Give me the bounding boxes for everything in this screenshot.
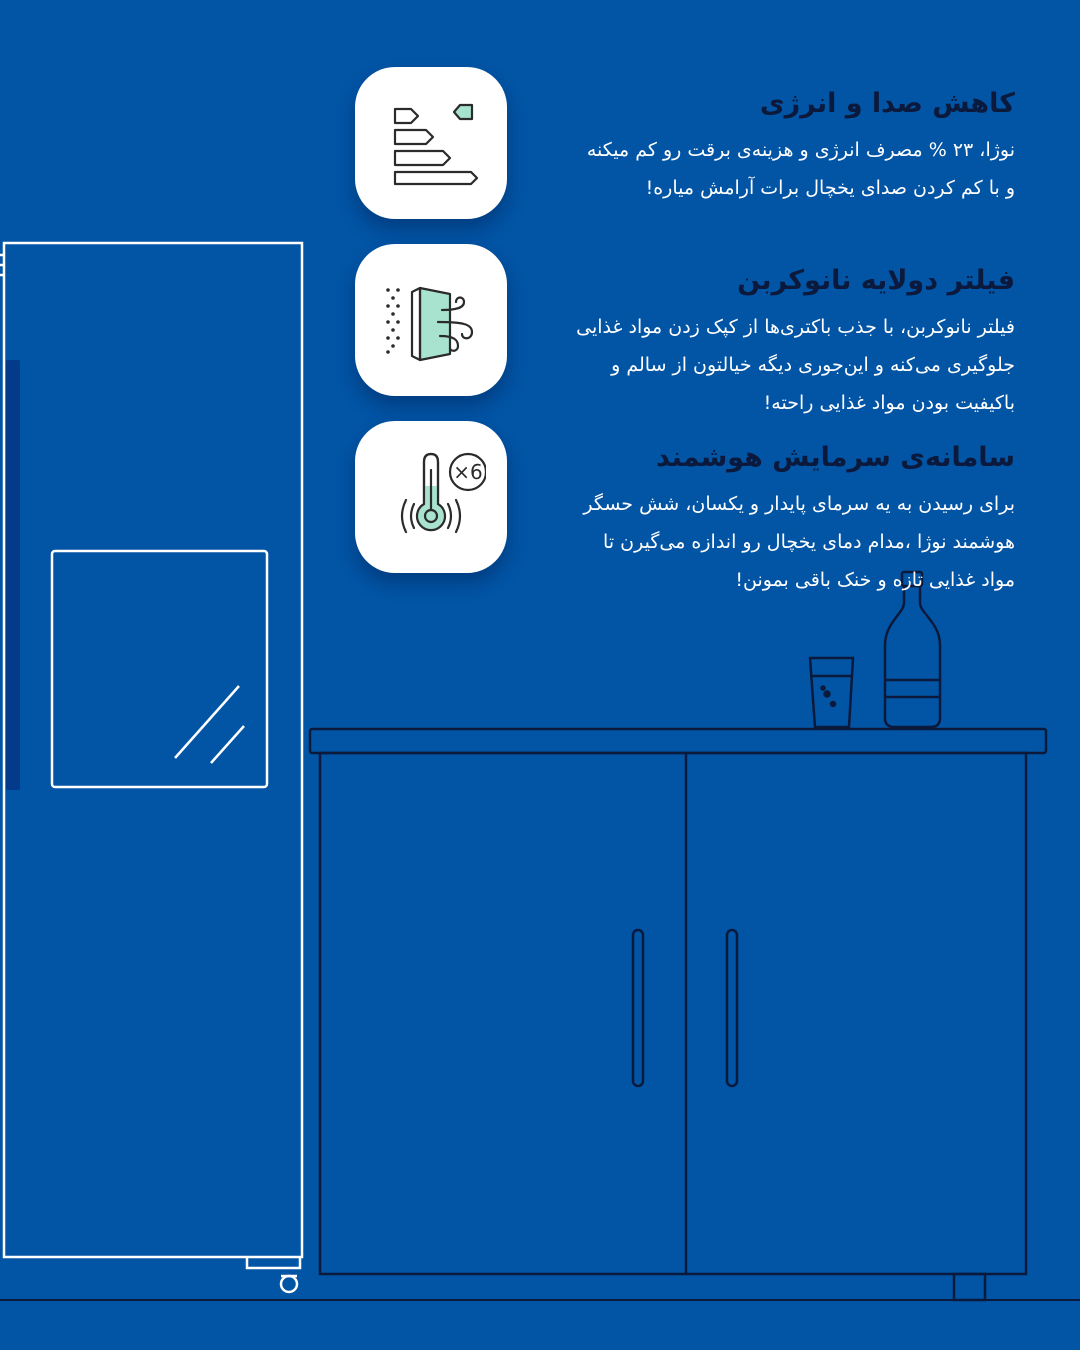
energy-label-icon xyxy=(355,67,507,219)
feature-description: برای رسیدن به یه سرمای پایدار و یکسان، شش حسگر هوشمند نوژا ،مدام دمای یخچال رو اندازه می‌گیرن تا مواد غذایی تازه و خنک باقی بمونن! xyxy=(583,493,1015,591)
feature-energy-text xyxy=(545,87,1015,207)
fridge-handle xyxy=(6,360,20,790)
feature-title: کاهش صدا و انرژی xyxy=(759,88,1015,119)
feature-description: نوژا، ۲۳ % مصرف انرژی و هزینه‌ی برقت رو کم میکنه و با کم کردن صدای یخچال برات آرامش میاره! xyxy=(586,139,1015,199)
glass-illustration xyxy=(810,658,853,727)
feature-description: فیلتر نانوکربن، با جذب باکتری‌ها از کپک زدن مواد غذایی جلوگیری می‌کنه و این‌جوری دیگه خیالتون از سالم و باکیفیت بودن مواد غذایی راحته! xyxy=(576,316,1015,414)
cabinet-illustration xyxy=(310,729,1046,1300)
feature-filter-text xyxy=(545,264,1015,422)
fridge-illustration xyxy=(0,243,302,1292)
feature-cooling-text xyxy=(545,441,1015,599)
feature-title: فیلتر دولایه نانوکربن xyxy=(737,265,1015,296)
feature-title: سامانه‌ی سرمایش هوشمند xyxy=(655,442,1015,473)
nanocarbon-filter-icon xyxy=(355,244,507,396)
smart-thermometer-icon xyxy=(355,421,507,573)
sensor-count-badge: ×6 xyxy=(453,460,483,484)
